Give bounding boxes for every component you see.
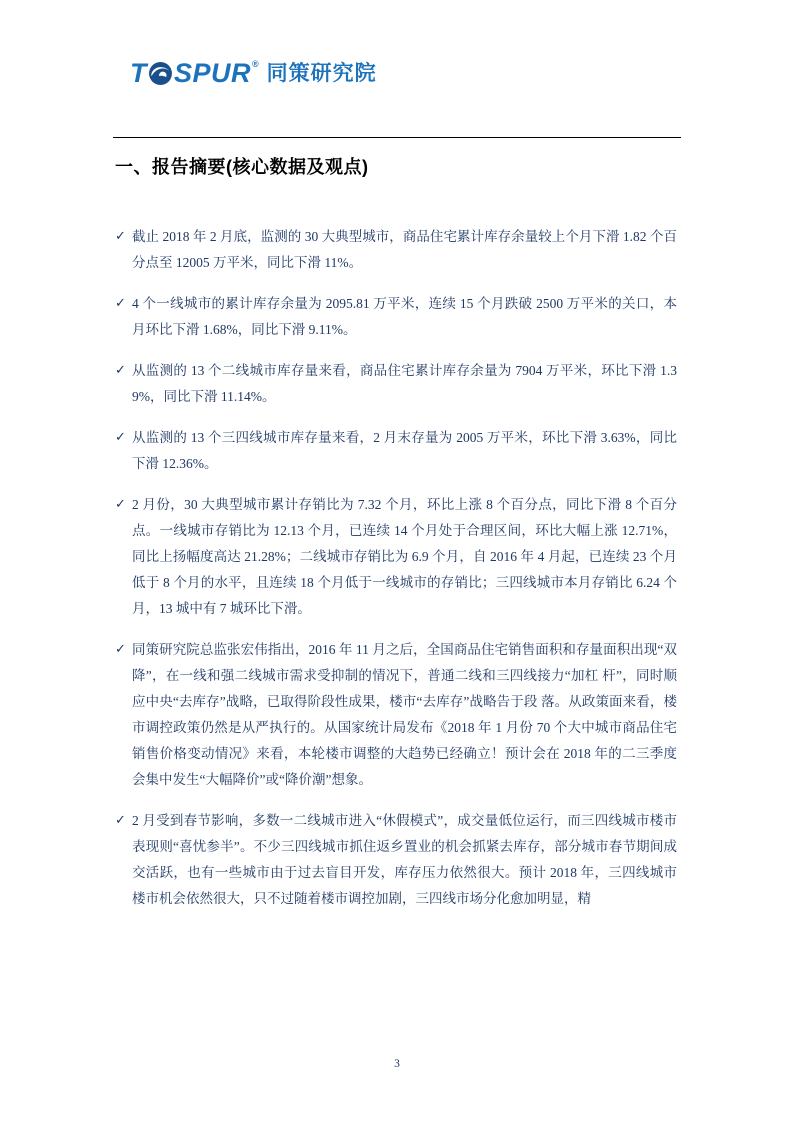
header — [130, 60, 377, 87]
check-icon: ✓ — [115, 296, 126, 311]
logo-letter-t: T — [130, 58, 147, 88]
summary-bullet — [115, 425, 677, 477]
bullet-text: 从监测的 13 个三四线城市库存量来看，2 月末存量为 2005 万平米，环比下滑 3.63%，同比下滑 12.36%。 — [132, 430, 677, 471]
bullet-text: 截止 2018 年 2 月底，监测的 30 大典型城市，商品住宅累计库存余量较上个月下滑 1.82 个百分点至 12005 万平米，同比下滑 11%。 — [132, 229, 677, 270]
summary-bullet-list — [115, 224, 677, 927]
logo-wordmark — [130, 60, 251, 87]
section-title: 一、报告摘要(核心数据及观点) — [115, 157, 369, 177]
summary-bullet — [115, 637, 677, 793]
bullet-text: 2 月受到春节影响，多数一二线城市进入“休假模式”，成交量低位运行，而三四线城市楼市表现则“喜忧参半”。不少三四线城市抓住返乡置业的机会抓紧去库存，部分城市春节期间成交活跃，也有一些城市由于过去盲目开发，库存压力依然很大。预计 2018 年，三四线城市楼市机会依然很大，只不过随着楼市调控加剧，三四线市场分化愈加明显，精 — [132, 813, 677, 906]
summary-bullet — [115, 808, 677, 912]
tospur-globe-icon — [148, 61, 173, 86]
logo-chinese-name: 同策研究院 — [266, 62, 377, 85]
bullet-text: 4 个一线城市的累计库存余量为 2095.81 万平米，连续 15 个月跌破 2500 万平米的关口，本月环比下滑 1.68%，同比下滑 9.11%。 — [132, 296, 677, 337]
summary-bullet — [115, 492, 677, 622]
bullet-text: 从监测的 13 个二线城市库存量来看，商品住宅累计库存余量为 7904 万平米，环比下滑 1.39%，同比下滑 11.14%。 — [132, 363, 677, 404]
page-number: 3 — [394, 1058, 400, 1070]
check-icon: ✓ — [115, 229, 126, 244]
header-divider — [113, 137, 681, 138]
check-icon: ✓ — [115, 363, 126, 378]
page-footer — [0, 1054, 794, 1072]
summary-bullet — [115, 291, 677, 343]
registered-trademark-icon: ® — [252, 59, 259, 69]
check-icon: ✓ — [115, 813, 126, 828]
check-icon: ✓ — [115, 642, 126, 657]
check-icon: ✓ — [115, 430, 126, 445]
logo-letters-spur: SPUR — [174, 58, 252, 88]
check-icon: ✓ — [115, 497, 126, 512]
bullet-text: 2 月份，30 大典型城市累计存销比为 7.32 个月，环比上涨 8 个百分点，同比下滑 8 个百分点。一线城市存销比为 12.13 个月，已连续 14 个月处于合理区间，环比大幅上涨 12.71%，同比上扬幅度高达 21.28%；二线城市存销比为 6.9 个月，自 2016 年 4 月起，已连续 23 个月低于 8 个月的水平，且连续 18 个月低于一线城市的存销比；三四线城市本月存销比 6.24 个月，13 城中有 7 城环比下滑。 — [132, 497, 677, 616]
summary-bullet — [115, 224, 677, 276]
summary-bullet — [115, 358, 677, 410]
bullet-text: 同策研究院总监张宏伟指出，2016 年 11 月之后，全国商品住宅销售面积和存量面积出现“双降”，在一线和强二线城市需求受抑制的情况下，普通二线和三四线接力“加杠 杆”，同时顺应中央“去库存”战略，已取得阶段性成果，楼市“去库存”战略告于段 落。从政策面来看，楼市调控政策仍然是从严执行的。从国家统计局发布《2018 年 1 月份 70 个大中城市商品住宅销售价格变动情况》来看，本轮楼市调整的大趋势已经确立！预计会在 2018 年的二三季度会集中发生“大幅降价”或“降价潮”想象。 — [132, 642, 677, 787]
tospur-logo — [130, 60, 377, 87]
